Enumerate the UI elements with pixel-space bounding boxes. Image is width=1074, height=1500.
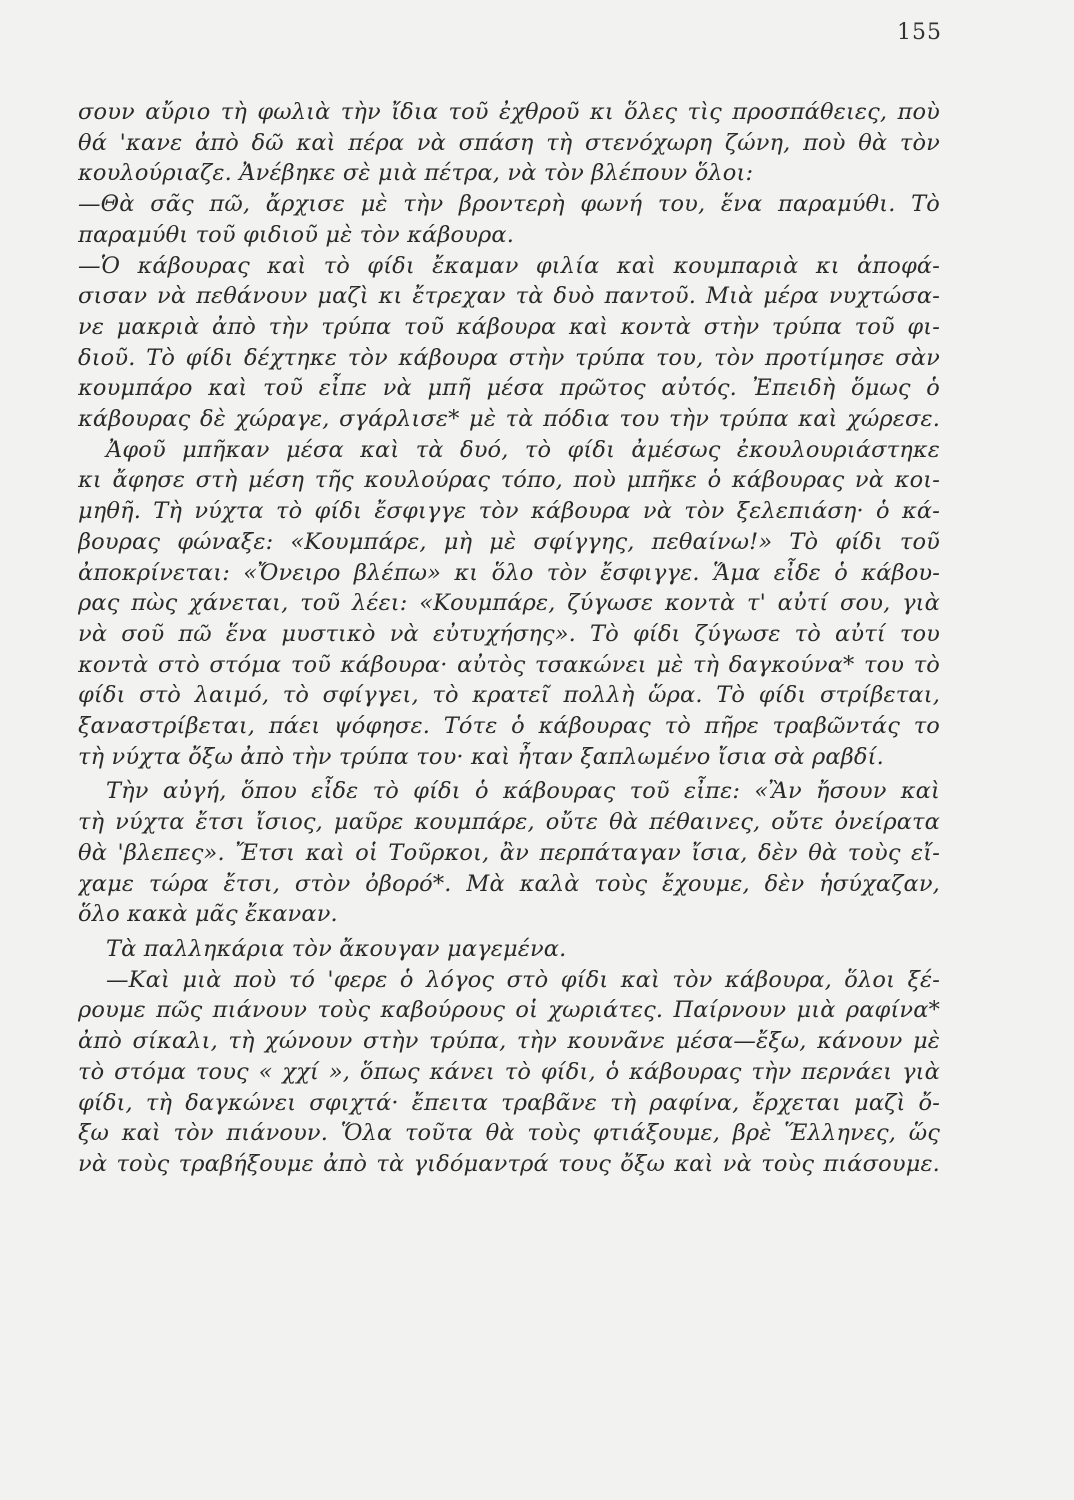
text-line: ρας πὼς χάνεται, τοῦ λέει: «Κουμπάρε, ζύγωσε κοντὰ τ' αὐτί σου, γιὰ xyxy=(78,590,940,617)
text-line: κουμπάρο καὶ τοῦ εἶπε νὰ μπῆ μέσα πρῶτος αὐτός. Ἐπειδὴ ὅμως ὁ xyxy=(78,375,940,402)
text-line: κάβουρας δὲ χώραγε, σγάρλισε* μὲ τὰ πόδια του τὴν τρύπα καὶ χώρεσε. xyxy=(78,406,940,433)
text-line: διοῦ. Τὸ φίδι δέχτηκε τὸν κάβουρα στὴν τρύπα του, τὸν προτίμησε σὰν xyxy=(78,344,940,371)
text-line: τὴ νύχτα ἔτσι ἴσιος, μαῦρε κουμπάρε, οὔτε θὰ πέθαινες, οὔτε ὀνείρατα xyxy=(78,809,940,836)
text-line: φίδι, τὴ δαγκώνει σφιχτά· ἔπειτα τραβᾶνε τὴ ραφίνα, ἔρχεται μαζὶ ὄ- xyxy=(78,1089,940,1116)
text-line: κουλούριαζε. Ἀνέβηκε σὲ μιὰ πέτρα, νὰ τὸν βλέπουν ὅλοι: xyxy=(78,160,754,187)
text-line: νὰ τοὺς τραβήξουμε ἀπὸ τὰ γιδόμαντρά τους ὄξω καὶ νὰ τοὺς πιάσουμε. xyxy=(78,1150,940,1177)
text-line: μηθῆ. Τὴ νύχτα τὸ φίδι ἔσφιγγε τὸν κάβουρα νὰ τὸν ξελεπιάση· ὁ κά- xyxy=(78,498,940,525)
text-line: παραμύθι τοῦ φιδιοῦ μὲ τὸν κάβουρα. xyxy=(78,221,515,248)
text-line: ἀποκρίνεται: «Ὄνειρο βλέπω» κι ὅλο τὸν ἔσφιγγε. Ἅμα εἶδε ὁ κάβου- xyxy=(78,559,940,586)
text-line: ξω καὶ τὸν πιάνουν. Ὅλα τοῦτα θὰ τοὺς φτιάξουμε, βρὲ Ἕλληνες, ὥς xyxy=(78,1120,940,1147)
text-line: νε μακριὰ ἀπὸ τὴν τρύπα τοῦ κάβουρα καὶ κοντὰ στὴν τρύπα τοῦ φι- xyxy=(78,313,940,340)
text-line: κι ἄφησε στὴ μέση τῆς κουλούρας τόπο, ποὺ μπῆκε ὁ κάβουρας νὰ κοι- xyxy=(78,467,940,494)
text-line: φίδι στὸ λαιμό, τὸ σφίγγει, τὸ κρατεῖ πολλὴ ὥρα. Τὸ φίδι στρίβεται, xyxy=(78,682,940,709)
body-text xyxy=(78,97,940,1180)
text-line: χαμε τώρα ἔτσι, στὸν ὀβορό*. Μὰ καλὰ τοὺς ἔχουμε, δὲν ἡσύχαζαν, xyxy=(78,870,940,897)
page-number: 155 xyxy=(897,20,942,45)
text-line: Τὴν αὐγή, ὅπου εἶδε τὸ φίδι ὁ κάβουρας τοῦ εἶπε: «Ἂν ἤσουν καὶ xyxy=(106,778,940,805)
text-line: ἀπὸ σίκαλι, τὴ χώνουν στὴν τρύπα, τὴν κουνᾶνε μέσα—ἔξω, κάνουν μὲ xyxy=(78,1028,940,1055)
text-line: —Καὶ μιὰ ποὺ τό 'φερε ὁ λόγος στὸ φίδι καὶ τὸν κάβουρα, ὅλοι ξέ- xyxy=(106,966,940,993)
text-line: ρουμε πῶς πιάνουν τοὺς καβούρους οἱ χωριάτες. Παίρνουν μιὰ ραφίνα* xyxy=(78,997,940,1024)
text-line: —Θὰ σᾶς πῶ, ἄρχισε μὲ τὴν βροντερὴ φωνή του, ἕνα παραμύθι. Τὸ xyxy=(78,191,940,218)
text-line: θὰ 'βλεπες». Ἔτσι καὶ οἱ Τοῦρκοι, ἂν περπάταγαν ἴσια, δὲν θὰ τοὺς εἴ- xyxy=(78,839,940,866)
text-line: νὰ σοῦ πῶ ἕνα μυστικὸ νὰ εὐτυχήσης». Τὸ φίδι ζύγωσε τὸ αὐτί του xyxy=(78,620,940,647)
text-line: τὸ στόμα τους « χχί », ὅπως κάνει τὸ φίδι, ὁ κάβουρας τὴν περνάει γιὰ xyxy=(78,1058,940,1085)
text-line: βουρας φώναξε: «Κουμπάρε, μὴ μὲ σφίγγης, πεθαίνω!» Τὸ φίδι τοῦ xyxy=(78,528,940,555)
text-line: Τὰ παλληκάρια τὸν ἄκουγαν μαγεμένα. xyxy=(106,935,567,962)
text-line: —Ὁ κάβουρας καὶ τὸ φίδι ἔκαμαν φιλία καὶ κουμπαριὰ κι ἀποφά- xyxy=(78,252,940,279)
text-line: ὅλο κακὰ μᾶς ἔκαναν. xyxy=(78,901,338,928)
text-line: κοντὰ στὸ στόμα τοῦ κάβουρα· αὐτὸς τσακώνει μὲ τὴ δαγκούνα* του τὸ xyxy=(78,651,940,678)
text-line: τὴ νύχτα ὄξω ἀπὸ τὴν τρύπα του· καὶ ἦταν ξαπλωμένο ἴσια σὰ ραβδί. xyxy=(78,743,884,770)
text-line: σισαν νὰ πεθάνουν μαζὶ κι ἔτρεχαν τὰ δυὸ παντοῦ. Μιὰ μέρα νυχτώσα- xyxy=(78,283,940,310)
text-line: θά 'κανε ἀπὸ δῶ καὶ πέρα νὰ σπάση τὴ στενόχωρη ζώνη, ποὺ θὰ τὸν xyxy=(78,129,940,156)
text-line: Ἀφοῦ μπῆκαν μέσα καὶ τὰ δυό, τὸ φίδι ἀμέσως ἐκουλουριάστηκε xyxy=(106,436,940,463)
text-line: σουν αὔριο τὴ φωλιὰ τὴν ἴδια τοῦ ἐχθροῦ κι ὅλες τὶς προσπάθειες, ποὺ xyxy=(78,99,940,125)
text-line: ξαναστρίβεται, πάει ψόφησε. Τότε ὁ κάβουρας τὸ πῆρε τραβῶντάς το xyxy=(78,713,940,740)
